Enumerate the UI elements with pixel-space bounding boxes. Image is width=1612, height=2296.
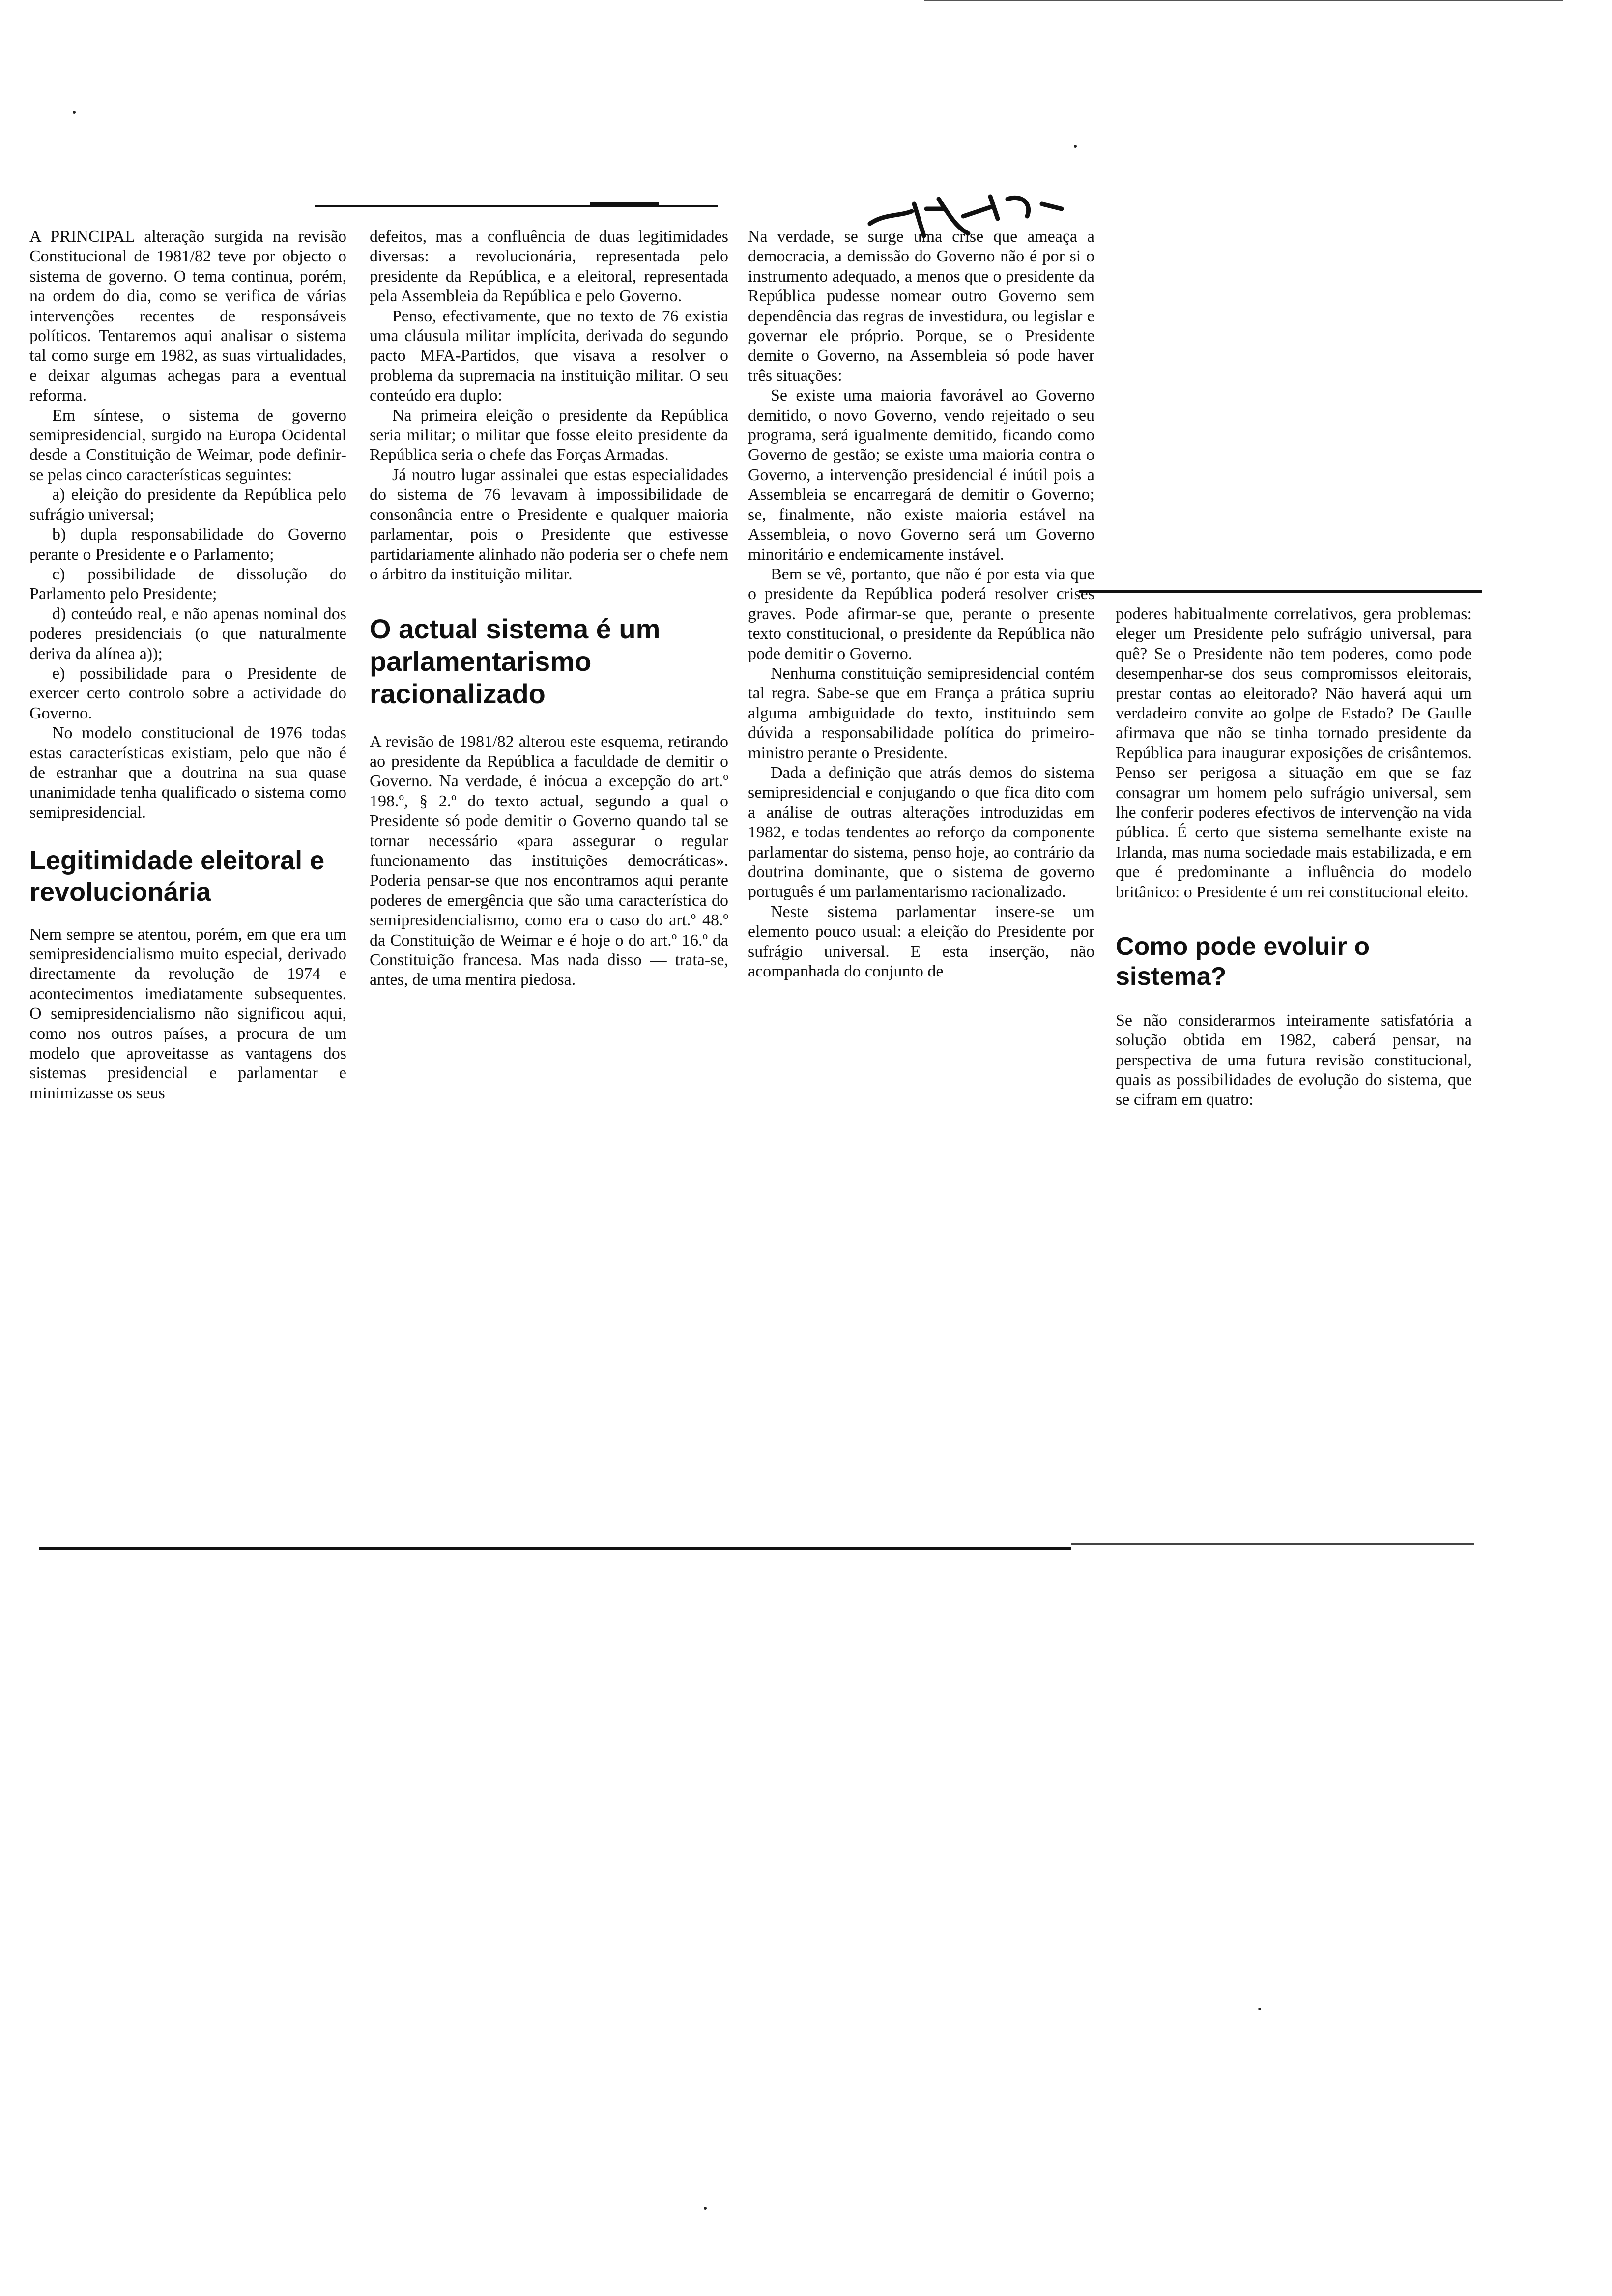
list-item-c: c) possibilidade de dissolução do Parlamento pelo Presidente; [29, 565, 346, 603]
body-paragraph: Já noutro lugar assinalei que estas especialidades do sistema de 76 levavam à impossibilidade de consonância entre o Presidente e qualquer maioria parlamentar, pois o Presidente que estivesse partidariamente alinhado não poderia ser o chefe nem o árbitro da instituição militar. [370, 465, 728, 583]
top-edge-line [924, 0, 1563, 1]
body-paragraph: Penso, efectivamente, que no texto de 76 existia uma cláusula militar implícita, derivada do segundo pacto MFA-Partidos, que visava a resolver o problema da supremacia na instituição militar. O seu conteúdo era duplo: [370, 307, 728, 405]
body-paragraph: Dada a definição que atrás demos do sistema semipresidencial e conjugando o que fica dito com a análise de outras alterações introduzidas em 1982, e todas tendentes ao reforço da componente parlamentar do sistema, penso hoje, ao contrário da doutrina dominante, que o sistema de governo português é um parlamentarismo racionalizado. [748, 763, 1094, 901]
body-paragraph: Neste sistema parlamentar insere-se um elemento pouco usual: a eleição do Presidente por sufrágio universal. E esta inserção, não acompanhada do conjunto de [748, 902, 1094, 981]
list-item-e: e) possibilidade para o Presidente de exercer certo controlo sobre a actividade do Governo. [29, 664, 346, 722]
body-paragraph: A revisão de 1981/82 alterou este esquema, retirando ao presidente da República a faculdade de demitir o Governo. Na verdade, é inócua a excepção do art.º 198.º, § 2.º do texto actual, segundo a qual o Presidente só pode demitir o Governo quando tal se tornar necessário «para assegurar o regular funcionamento das instituições democráticas». Poderia pensar-se que nos encontramos aqui perante poderes de emergência que são uma característica do semipresidencialismo, como era o caso do art.º 48.º da Constituição de Weimar e é hoje o do art.º 16.º da Constituição francesa. Mas nada disso — trata-se, antes, de uma mentira piedosa. [370, 732, 728, 989]
body-paragraph: Em síntese, o sistema de governo semipresidencial, surgido na Europa Ocidental desde a Constituição de Weimar, pode definir-se pelas cinco características seguintes: [29, 406, 346, 484]
scan-speck [704, 2207, 707, 2210]
body-paragraph: Nem sempre se atentou, porém, em que era um semipresidencialismo muito especial, derivado directamente da revolução de 1974 e acontecimentos imediatamente subsequentes. O semipresidencialismo não significou aqui, como nos outros países, a procura de um modelo que aproveitasse as vantagens dos sistemas presidencial e parlamentar e minimizasse os seus [29, 925, 346, 1102]
article-column-4 [1116, 604, 1472, 1110]
list-item-d: d) conteúdo real, e não apenas nominal dos poderes presidenciais (o que naturalmente deriva da alínea a)); [29, 604, 346, 663]
clipping-bottom-edge [39, 1547, 1071, 1550]
body-paragraph: Nenhuma constituição semipresidencial contém tal regra. Sabe-se que em França a prática supriu alguma ambiguidade do texto, instituindo sem dúvida a responsabilidade política do primeiro-ministro perante o Presidente. [748, 664, 1094, 762]
body-paragraph: Se não considerarmos inteiramente satisfatória a solução obtida em 1982, caberá pensar, na perspectiva de uma futura revisão constitucional, quais as possibilidades de evolução do sistema, que se cifram em quatro: [1116, 1011, 1472, 1109]
section-heading-legitimidade: Legitimidade eleitoral e revolucionária [29, 846, 325, 907]
body-paragraph: Se existe uma maioria favorável ao Governo demitido, o novo Governo, vendo rejeitado o seu programa, será igualmente demitido, ficando como Governo de gestão; se existe uma maioria contra o Governo, a intervenção presidencial é inútil pois a Assembleia se encarregará de demitir o Governo; se, finalmente, não existe maioria estável na Assembleia, o novo Governo será um Governo minoritário e endemicamente instável. [748, 386, 1094, 564]
body-paragraph: No modelo constitucional de 1976 todas estas características existiam, pelo que não é de estranhar que a doutrina na sua quase unanimidade tenha qualificado o sistema como semipresidencial. [29, 724, 346, 822]
body-paragraph: Na verdade, se surge uma crise que ameaça a democracia, a demissão do Governo não é por si o instrumento adequado, a menos que o presidente da República pudesse nomear outro Governo sem dependência das regras de investidura, ou legislar e governar ele próprio. Porque, se o Presidente demite o Governo, na Assembleia só pode haver três situações: [748, 228, 1094, 385]
scan-speck [1258, 2008, 1261, 2010]
body-paragraph: defeitos, mas a confluência de duas legitimidades diversas: a revolucionária, representada pelo presidente da República, e a eleitoral, representada pela Assembleia da República e pelo Governo. [370, 228, 728, 306]
section-heading-como-pode-evoluir: Como pode evoluir o sistema? [1116, 932, 1370, 991]
body-paragraph: poderes habitualmente correlativos, gera problemas: eleger um Presidente pelo sufrágio universal, para quê? Se o Presidente não tem poderes, como pode desempenhar-se dos seus compromissos eleitorais, prestar contas ao eleitorado? Não haverá aqui um verdadeiro convite ao golpe de Estado? De Gaulle afirmava que não se tinha tornado presidente da República para inaugurar exposições de crisântemos. Penso ser perigosa a situação em que se faz consagrar um homem pelo sufrágio universal, sem lhe conferir poderes efectivos de intervenção na vida pública. É certo que sistema semelhante existe na Irlanda, mas numa sociedade mais estabilizada, e em que é predominante a influência do modelo britânico: o Presidente é um rei constitucional eleito. [1116, 605, 1472, 901]
body-paragraph: Bem se vê, portanto, que não é por esta via que o presidente da República poderá resolver crises graves. Pode afirmar-se que, perante o presente texto constitucional, o presidente da República não pode demitir o Governo. [748, 565, 1094, 663]
clipping-mid-edge [1079, 590, 1482, 593]
article-column-3 [748, 227, 1094, 981]
article-column-2 [370, 227, 728, 990]
scan-speck [73, 111, 76, 114]
list-item-a: a) eleição do presidente da República pelo sufrágio universal; [29, 486, 346, 524]
article-column-1 [29, 227, 346, 1103]
body-paragraph: Na primeira eleição o presidente da República seria militar; o militar que fosse eleito presidente da República seria o chefe das Forças Armadas. [370, 406, 728, 464]
list-item-b: b) dupla responsabilidade do Governo perante o Presidente e o Parlamento; [29, 525, 346, 564]
section-heading-actual-sistema: O actual sistema é um parlamentarismo racionalizado [370, 613, 661, 710]
scan-speck [1074, 145, 1077, 148]
clipping-bottom-edge-right [1071, 1543, 1474, 1545]
lead-paragraph: A PRINCIPAL alteração surgida na revisão Constitucional de 1981/82 teve por objecto o sistema de governo. O tema continua, porém, na ordem do dia, como se verifica de várias intervenções recentes de responsáveis políticos. Tentaremos aqui analisar o sistema tal como surge em 1982, as suas virtualidades, e deixar algumas achegas para a eventual reforma. [29, 228, 346, 405]
clipping-top-edge-heavy [590, 202, 659, 206]
